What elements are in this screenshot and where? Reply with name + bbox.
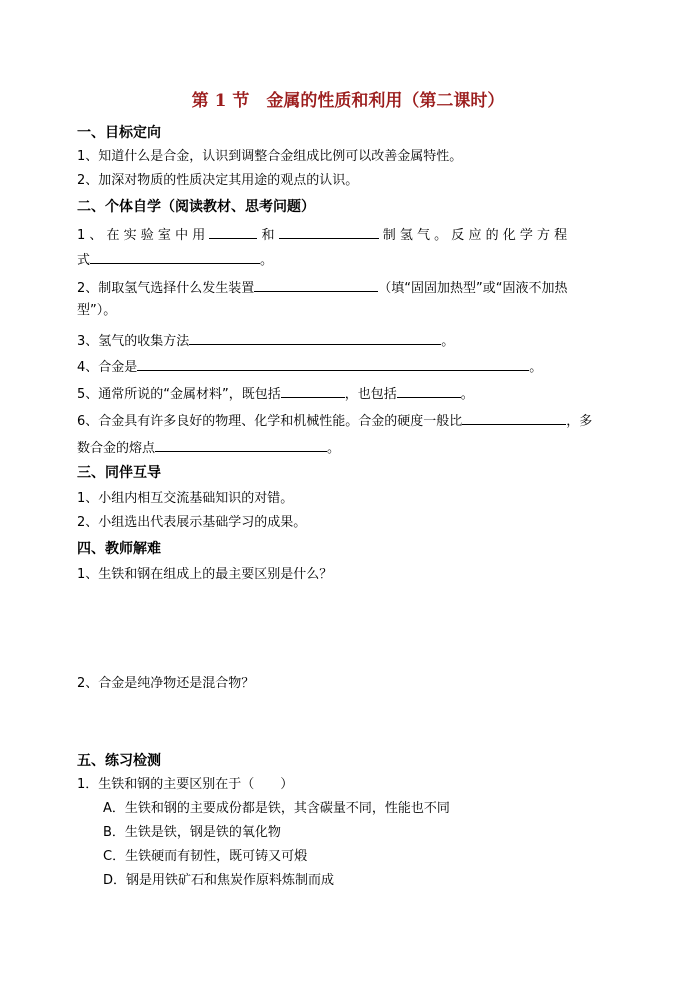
q6-text-b: ，多 <box>566 414 593 429</box>
q1-text-d: 式 <box>77 253 91 268</box>
q1-text-c: 制 氢 气 。 反 应 的 化 学 方 程 <box>382 228 568 243</box>
question-1-line-2 <box>77 250 273 270</box>
question-2-line-1 <box>77 278 568 298</box>
q4-text-a: 4、合金是 <box>77 360 138 375</box>
page-title: 第 1 节 金属的性质和利用（第二课时） <box>191 91 505 111</box>
q4-text-b: 。 <box>529 360 543 375</box>
q2-text-a: 2、制取氢气选择什么发生装置 <box>77 281 255 296</box>
section-heading-self-study: 二、个体自学（阅读教材、思考问题） <box>77 199 315 215</box>
q1-blank-1[interactable] <box>209 225 257 239</box>
question-6-line-1 <box>77 411 592 431</box>
q1-blank-equation[interactable] <box>90 250 260 264</box>
goal-item-1: 1、知道什么是合金，认识到调整合金组成比例可以改善金属特性。 <box>77 149 463 164</box>
practice-question-1: 1．生铁和钢的主要区别在于（ ） <box>77 777 294 792</box>
q5-text-a: 5、通常所说的“金属材料”，既包括 <box>77 387 281 402</box>
q4-blank[interactable] <box>137 357 529 371</box>
section-heading-goals: 一、目标定向 <box>77 125 161 141</box>
question-2-line-2: 型”）。 <box>77 303 117 318</box>
q3-blank[interactable] <box>189 331 441 345</box>
peer-item-1: 1、小组内相互交流基础知识的对错。 <box>77 491 294 506</box>
q1-text-a: 1 、 在 实 验 室 中 用 <box>77 228 206 243</box>
question-1-line-1 <box>77 225 567 245</box>
q1-text-b: 和 <box>261 228 275 243</box>
q6-text-d: 。 <box>327 441 341 456</box>
q5-blank-1[interactable] <box>281 384 345 398</box>
goal-item-2: 2、加深对物质的性质决定其用途的观点的认识。 <box>77 173 359 188</box>
option-d[interactable]: D．钢是用铁矿石和焦炭作原料炼制而成 <box>103 873 335 888</box>
peer-item-2: 2、小组选出代表展示基础学习的成果。 <box>77 515 307 530</box>
question-5 <box>77 384 474 404</box>
teacher-question-2: 2、合金是纯净物还是混合物？ <box>77 676 255 691</box>
question-6-line-2 <box>77 438 340 458</box>
question-3 <box>77 331 454 351</box>
q5-text-c: 。 <box>460 387 474 402</box>
q6-blank-1[interactable] <box>462 411 566 425</box>
section-heading-practice: 五、练习检测 <box>77 753 161 769</box>
q3-text-b: 。 <box>441 334 455 349</box>
option-c[interactable]: C．生铁硬而有韧性，既可铸又可煅 <box>103 849 308 864</box>
q5-text-b: ，也包括 <box>344 387 397 402</box>
question-4 <box>77 357 542 377</box>
q5-blank-2[interactable] <box>397 384 461 398</box>
q2-text-b: （填“固固加热型”或“固液不加热 <box>378 281 568 296</box>
section-heading-teacher: 四、教师解难 <box>77 541 161 557</box>
section-heading-peer: 三、同伴互导 <box>77 465 161 481</box>
q2-blank[interactable] <box>254 278 378 292</box>
q6-blank-2[interactable] <box>155 438 327 452</box>
q3-text-a: 3、氢气的收集方法 <box>77 334 190 349</box>
q1-blank-2[interactable] <box>279 225 379 239</box>
option-b[interactable]: B．生铁是铁，钢是铁的氧化物 <box>103 825 281 840</box>
q1-text-e: 。 <box>260 253 274 268</box>
q6-text-a: 6、合金具有许多良好的物理、化学和机械性能。合金的硬度一般比 <box>77 414 463 429</box>
option-a[interactable]: A．生铁和钢的主要成份都是铁，其含碳量不同，性能也不同 <box>103 801 450 816</box>
teacher-question-1: 1、生铁和钢在组成上的最主要区别是什么？ <box>77 567 333 582</box>
q6-text-c: 数合金的熔点 <box>77 441 156 456</box>
